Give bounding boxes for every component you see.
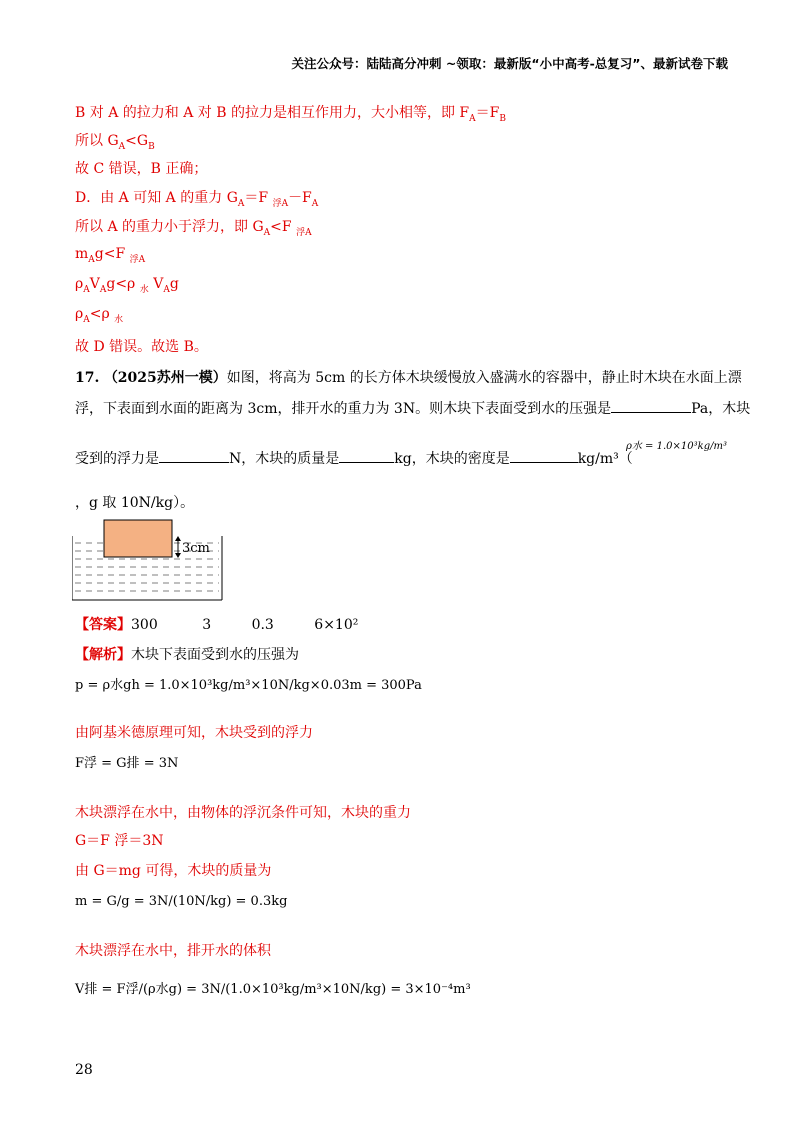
question-text-1: 如图，将高为 5cm 的长方体木块缓慢放入盛满水的容器中，静止时木块在水面上漂 xyxy=(226,370,742,386)
analysis-intro: 木块下表面受到水的压强为 xyxy=(131,647,299,663)
analysis-sentence-2: 由阿基米德原理可知，木块受到的浮力 xyxy=(75,725,313,741)
prev-line-4: D．由 A 可知 A 的重力 $G_A=F$ $_{浮A}-F_A$ xyxy=(75,190,319,209)
question-line-4: ，g 取 10N/kg）。 xyxy=(75,495,195,511)
answer-2: 3 xyxy=(202,617,212,633)
question-text-3: 受到的浮力是 xyxy=(75,451,159,467)
equation-buoyancy: F浮 = G排 = 3N xyxy=(75,756,179,771)
answer-1: 300 xyxy=(131,617,158,633)
unit-n: N，木块的质量是 xyxy=(229,451,340,467)
prev-text-6: m xyxy=(75,246,89,262)
prev-line-3: 故 C 错误，B 正确； xyxy=(75,161,208,177)
container-figure xyxy=(72,518,232,602)
unit-kg: kg，木块的密度是 xyxy=(394,451,510,467)
analysis-sentence-3: 木块漂浮在水中，由物体的浮沉条件可知，木块的重力 xyxy=(75,805,411,821)
analysis-sentence-5: 木块漂浮在水中，排开水的体积 xyxy=(75,943,271,959)
question-line-1 xyxy=(75,367,742,387)
wood-block xyxy=(104,520,172,557)
page-number: 28 xyxy=(75,1062,93,1078)
question-line-3 xyxy=(75,448,633,468)
analysis-sentence-3b: G＝F 浮＝3N xyxy=(75,833,164,849)
prev-text-5: 所以 A 的重力小于浮力，即 G xyxy=(75,219,264,235)
blank-buoyancy[interactable] xyxy=(159,448,229,463)
answer-3: 0.3 xyxy=(251,617,274,633)
prev-line-1: B 对 A 的拉力和 A 对 B 的拉力是相互作用力，大小相等，即 $F_A=F_B$ xyxy=(75,105,506,124)
blank-density[interactable] xyxy=(510,448,578,463)
page-header: 关注公众号：陆陆高分冲刺 ~领取：最新版“小中高考-总复习”、最新试卷下载 xyxy=(291,56,728,71)
unit-pa: Pa，木块 xyxy=(691,401,751,417)
answer-4: 6×10² xyxy=(314,617,359,633)
blank-mass[interactable] xyxy=(339,448,394,463)
question-text-2: 浮，下表面到水面的距离为 3cm，排开水的重力为 3N。则木块下表面受到水的压强是 xyxy=(75,401,612,417)
unit-density: kg/m³（ xyxy=(577,451,633,467)
answer-line xyxy=(75,614,358,634)
question-source: （2025苏州一模） xyxy=(103,370,227,386)
blank-pressure[interactable] xyxy=(611,398,691,413)
prev-line-6: $m_Ag<F$ $_{浮A}$ xyxy=(75,246,146,265)
question-line-2 xyxy=(75,398,750,418)
analysis-sentence-4: 由 G＝mg 可得，木块的质量为 xyxy=(75,863,272,879)
prev-line-2: 所以 $G_A<G_B$ xyxy=(75,133,155,152)
prev-text-4: D．由 A 可知 A 的重力 G xyxy=(75,190,238,206)
prev-line-8: $\rho_A<\rho$ $_水$ xyxy=(75,306,124,325)
prev-text-1: B 对 A 的拉力和 A 对 B 的拉力是相互作用力，大小相等，即 F xyxy=(75,105,470,121)
depth-label: 3cm xyxy=(182,541,210,556)
question-number: 17. xyxy=(75,370,100,386)
equation-volume: V排 = F浮/(ρ水g) = 3N/(1.0×10³kg/m³×10N/kg) = 3×10⁻⁴m³ xyxy=(75,982,471,997)
rho-note: ρ水 = 1.0×10³kg/m³ xyxy=(626,441,727,452)
analysis-line xyxy=(75,644,299,664)
answer-label: 【答案】 xyxy=(75,617,131,633)
prev-text-2: 所以 G xyxy=(75,133,119,149)
prev-line-7: $\rho_AV_Ag<\rho$ $_水$ $V_Ag$ xyxy=(75,276,179,295)
equation-mass: m = G/g = 3N/(10N/kg) = 0.3kg xyxy=(75,894,288,909)
analysis-label: 【解析】 xyxy=(75,647,131,663)
prev-text-8: ρ xyxy=(75,306,84,322)
prev-text-7: ρ xyxy=(75,276,84,292)
prev-line-9: 故 D 错误。故选 B。 xyxy=(75,339,208,355)
prev-line-5: 所以 A 的重力小于浮力，即 $G_A<F$ $_{浮A}$ xyxy=(75,219,312,238)
equation-pressure: p = ρ水gh = 1.0×10³kg/m³×10N/kg×0.03m = 300Pa xyxy=(75,678,422,693)
